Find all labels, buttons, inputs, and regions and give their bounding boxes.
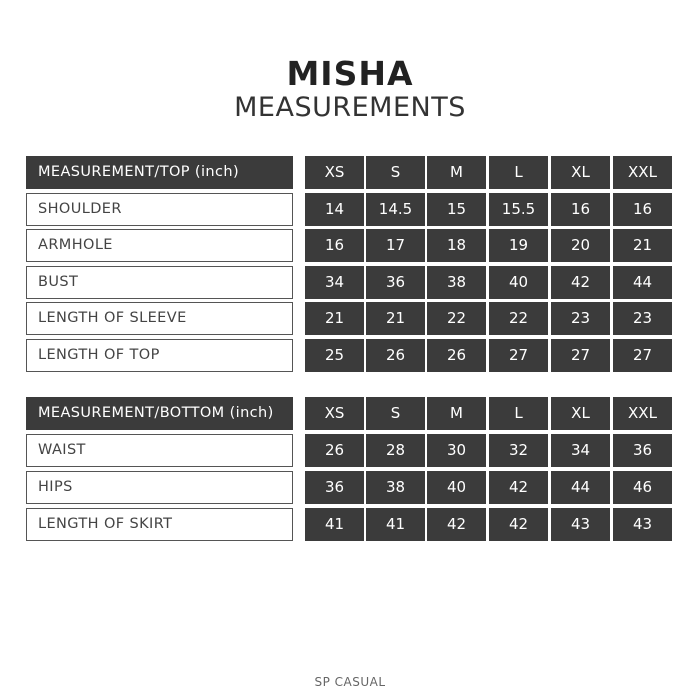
measurement-value: 21 [305,302,364,335]
measurement-value: 26 [366,339,425,372]
measurement-value: 20 [551,229,610,262]
measurement-value: 18 [427,229,486,262]
measurement-value: 46 [613,471,672,504]
measurement-value: 32 [489,434,548,467]
footer-brand: SP CASUAL [314,675,386,689]
measurement-value: 38 [366,471,425,504]
measurement-value: 42 [489,471,548,504]
measurement-value: 38 [427,266,486,299]
measurement-value: 16 [305,229,364,262]
measurement-value: 14.5 [366,193,425,226]
measurement-label: BUST [26,266,293,299]
size-header-l: L [489,397,548,430]
measurement-value: 42 [551,266,610,299]
brand-title: MISHA [286,54,414,93]
measurement-value: 36 [366,266,425,299]
size-header-xxl: XXL [613,397,672,430]
measurement-value: 44 [551,471,610,504]
measurement-value: 41 [305,508,364,541]
measurement-value: 28 [366,434,425,467]
page-subtitle: MEASUREMENTS [234,92,466,123]
measurement-value: 14 [305,193,364,226]
size-header-xl: XL [551,397,610,430]
measurement-label: ARMHOLE [26,229,293,262]
bottom-table-heading: MEASUREMENT/BOTTOM (inch) [26,397,293,430]
measurement-value: 27 [551,339,610,372]
measurement-value: 16 [613,193,672,226]
size-header-s: S [366,397,425,430]
measurement-value: 22 [427,302,486,335]
measurement-value: 41 [366,508,425,541]
top-table-heading: MEASUREMENT/TOP (inch) [26,156,293,189]
measurement-value: 21 [613,229,672,262]
measurement-value: 43 [551,508,610,541]
measurement-value: 40 [427,471,486,504]
measurement-value: 44 [613,266,672,299]
measurement-value: 36 [613,434,672,467]
measurement-value: 25 [305,339,364,372]
measurement-label: LENGTH OF SLEEVE [26,302,293,335]
measurement-value: 34 [305,266,364,299]
size-header-l: L [489,156,548,189]
measurement-value: 15.5 [489,193,548,226]
measurement-label: HIPS [26,471,293,504]
size-header-m: M [427,156,486,189]
size-header-xs: XS [305,397,364,430]
size-header-xxl: XXL [613,156,672,189]
size-header-s: S [366,156,425,189]
measurement-value: 40 [489,266,548,299]
measurement-value: 17 [366,229,425,262]
measurement-label: LENGTH OF SKIRT [26,508,293,541]
measurement-label: LENGTH OF TOP [26,339,293,372]
measurement-value: 26 [305,434,364,467]
measurement-value: 23 [613,302,672,335]
measurement-value: 43 [613,508,672,541]
measurement-value: 26 [427,339,486,372]
measurement-value: 21 [366,302,425,335]
measurement-label: SHOULDER [26,193,293,226]
size-header-xs: XS [305,156,364,189]
measurement-label: WAIST [26,434,293,467]
measurement-value: 42 [489,508,548,541]
measurement-value: 36 [305,471,364,504]
size-header-m: M [427,397,486,430]
measurement-value: 16 [551,193,610,226]
measurement-value: 22 [489,302,548,335]
measurement-value: 19 [489,229,548,262]
measurement-value: 23 [551,302,610,335]
measurement-value: 34 [551,434,610,467]
measurement-value: 30 [427,434,486,467]
measurement-value: 27 [489,339,548,372]
measurement-value: 42 [427,508,486,541]
size-header-xl: XL [551,156,610,189]
measurement-value: 15 [427,193,486,226]
measurement-value: 27 [613,339,672,372]
